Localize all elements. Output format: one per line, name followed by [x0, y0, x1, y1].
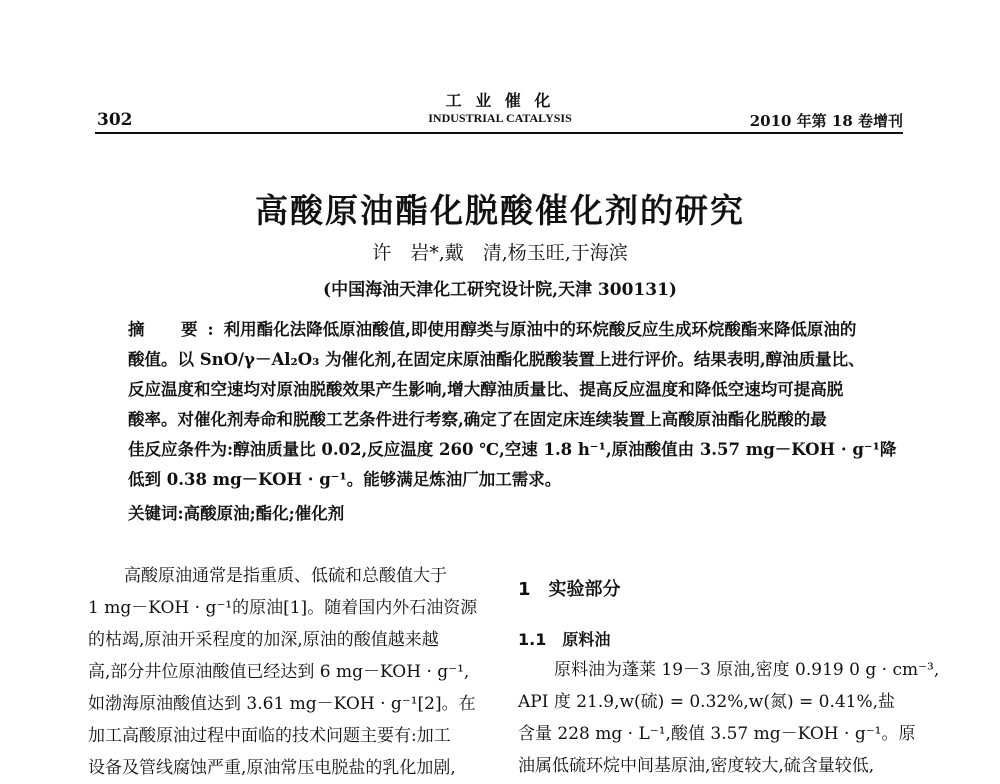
abstract-line-5: 佳反应条件为:醇油质量比 0.02,反应温度 260 ℃,空速 1.8 h⁻¹,原油酸值由 3.57 mg－KOH · g⁻¹降: [128, 440, 897, 459]
keywords-text: 高酸原油;酯化;催化剂: [183, 504, 345, 523]
page-number: 302: [97, 110, 133, 130]
body-line-3: 的枯竭,原油开采程度的加深,原油的酸值越来越: [88, 630, 439, 650]
keywords-label: 关键词:: [128, 504, 184, 523]
abstract: [128, 315, 897, 495]
body-line-1: 高酸原油通常是指重质、低硫和总酸值大于: [124, 566, 447, 586]
keywords: [128, 500, 344, 524]
body-line-2: 1 mg－KOH · g⁻¹的原油[1]。随着国内外石油资源: [88, 598, 478, 618]
body-right-column: [518, 654, 940, 782]
affiliation: (中国海油天津化工研究设计院,天津 300131): [323, 280, 677, 300]
right-line-3: 含量 228 mg · L⁻¹,酸值 3.57 mg－KOH · g⁻¹。原: [518, 724, 916, 744]
right-line-2: API 度 21.9,w(硫) = 0.32%,w(氮) = 0.41%,盐: [518, 692, 896, 712]
body-left-column: [88, 560, 486, 784]
journal-title-en: INDUSTRIAL CATALYSIS: [428, 111, 572, 125]
abstract-line-1: [128, 315, 880, 345]
subsection-heading-feedstock: 1.1 原料油: [518, 630, 611, 649]
body-line-7: 设备及管线腐蚀严重,原油常压电脱盐的乳化加剧,: [88, 758, 456, 778]
right-line-1: 原料油为蓬莱 19－3 原油,密度 0.919 0 g · cm⁻³,: [554, 660, 940, 680]
abstract-line-3: 反应温度和空速均对原油脱酸效果产生影响,增大醇油质量比、提高反应温度和降低空速均可提高脱: [128, 380, 844, 399]
body-line-6: 加工高酸原油过程中面临的技术问题主要有:加工: [88, 726, 451, 746]
issue-info: 2010 年第 18 卷增刊: [749, 112, 903, 130]
abstract-line-6: 低到 0.38 mg－KOH · g⁻¹。能够满足炼油厂加工需求。: [128, 470, 562, 489]
section-heading-experimental: 1 实验部分: [518, 579, 621, 600]
abstract-text-1: 利用酯化法降低原油酸值,即使用醇类与原油中的环烷酸反应生成环烷酸酯来降低原油的: [223, 320, 857, 339]
right-line-4: 油属低硫环烷中间基原油,密度较大,硫含量较低,: [518, 756, 875, 776]
paper-title: 高酸原油酯化脱酸催化剂的研究: [255, 191, 745, 230]
abstract-label: 摘 要:: [128, 320, 224, 339]
journal-header: [400, 92, 600, 126]
authors: 许 岩*,戴 清,杨玉旺,于海滨: [372, 242, 628, 264]
abstract-line-4: 酸率。对催化剂寿命和脱酸工艺条件进行考察,确定了在固定床连续装置上高酸原油酯化脱酸的最: [128, 410, 827, 429]
header-rule: [95, 132, 903, 134]
journal-title-cn: 工 业 催 化: [445, 91, 555, 110]
body-line-5: 如渤海原油酸值达到 3.61 mg－KOH · g⁻¹[2]。在: [88, 694, 476, 714]
abstract-line-2: 酸值。以 SnO/γ－Al₂O₃ 为催化剂,在固定床原油酯化脱酸装置上进行评价。结果表明,醇油质量比、: [128, 350, 865, 369]
body-line-4: 高,部分井位原油酸值已经达到 6 mg－KOH · g⁻¹,: [88, 662, 470, 682]
